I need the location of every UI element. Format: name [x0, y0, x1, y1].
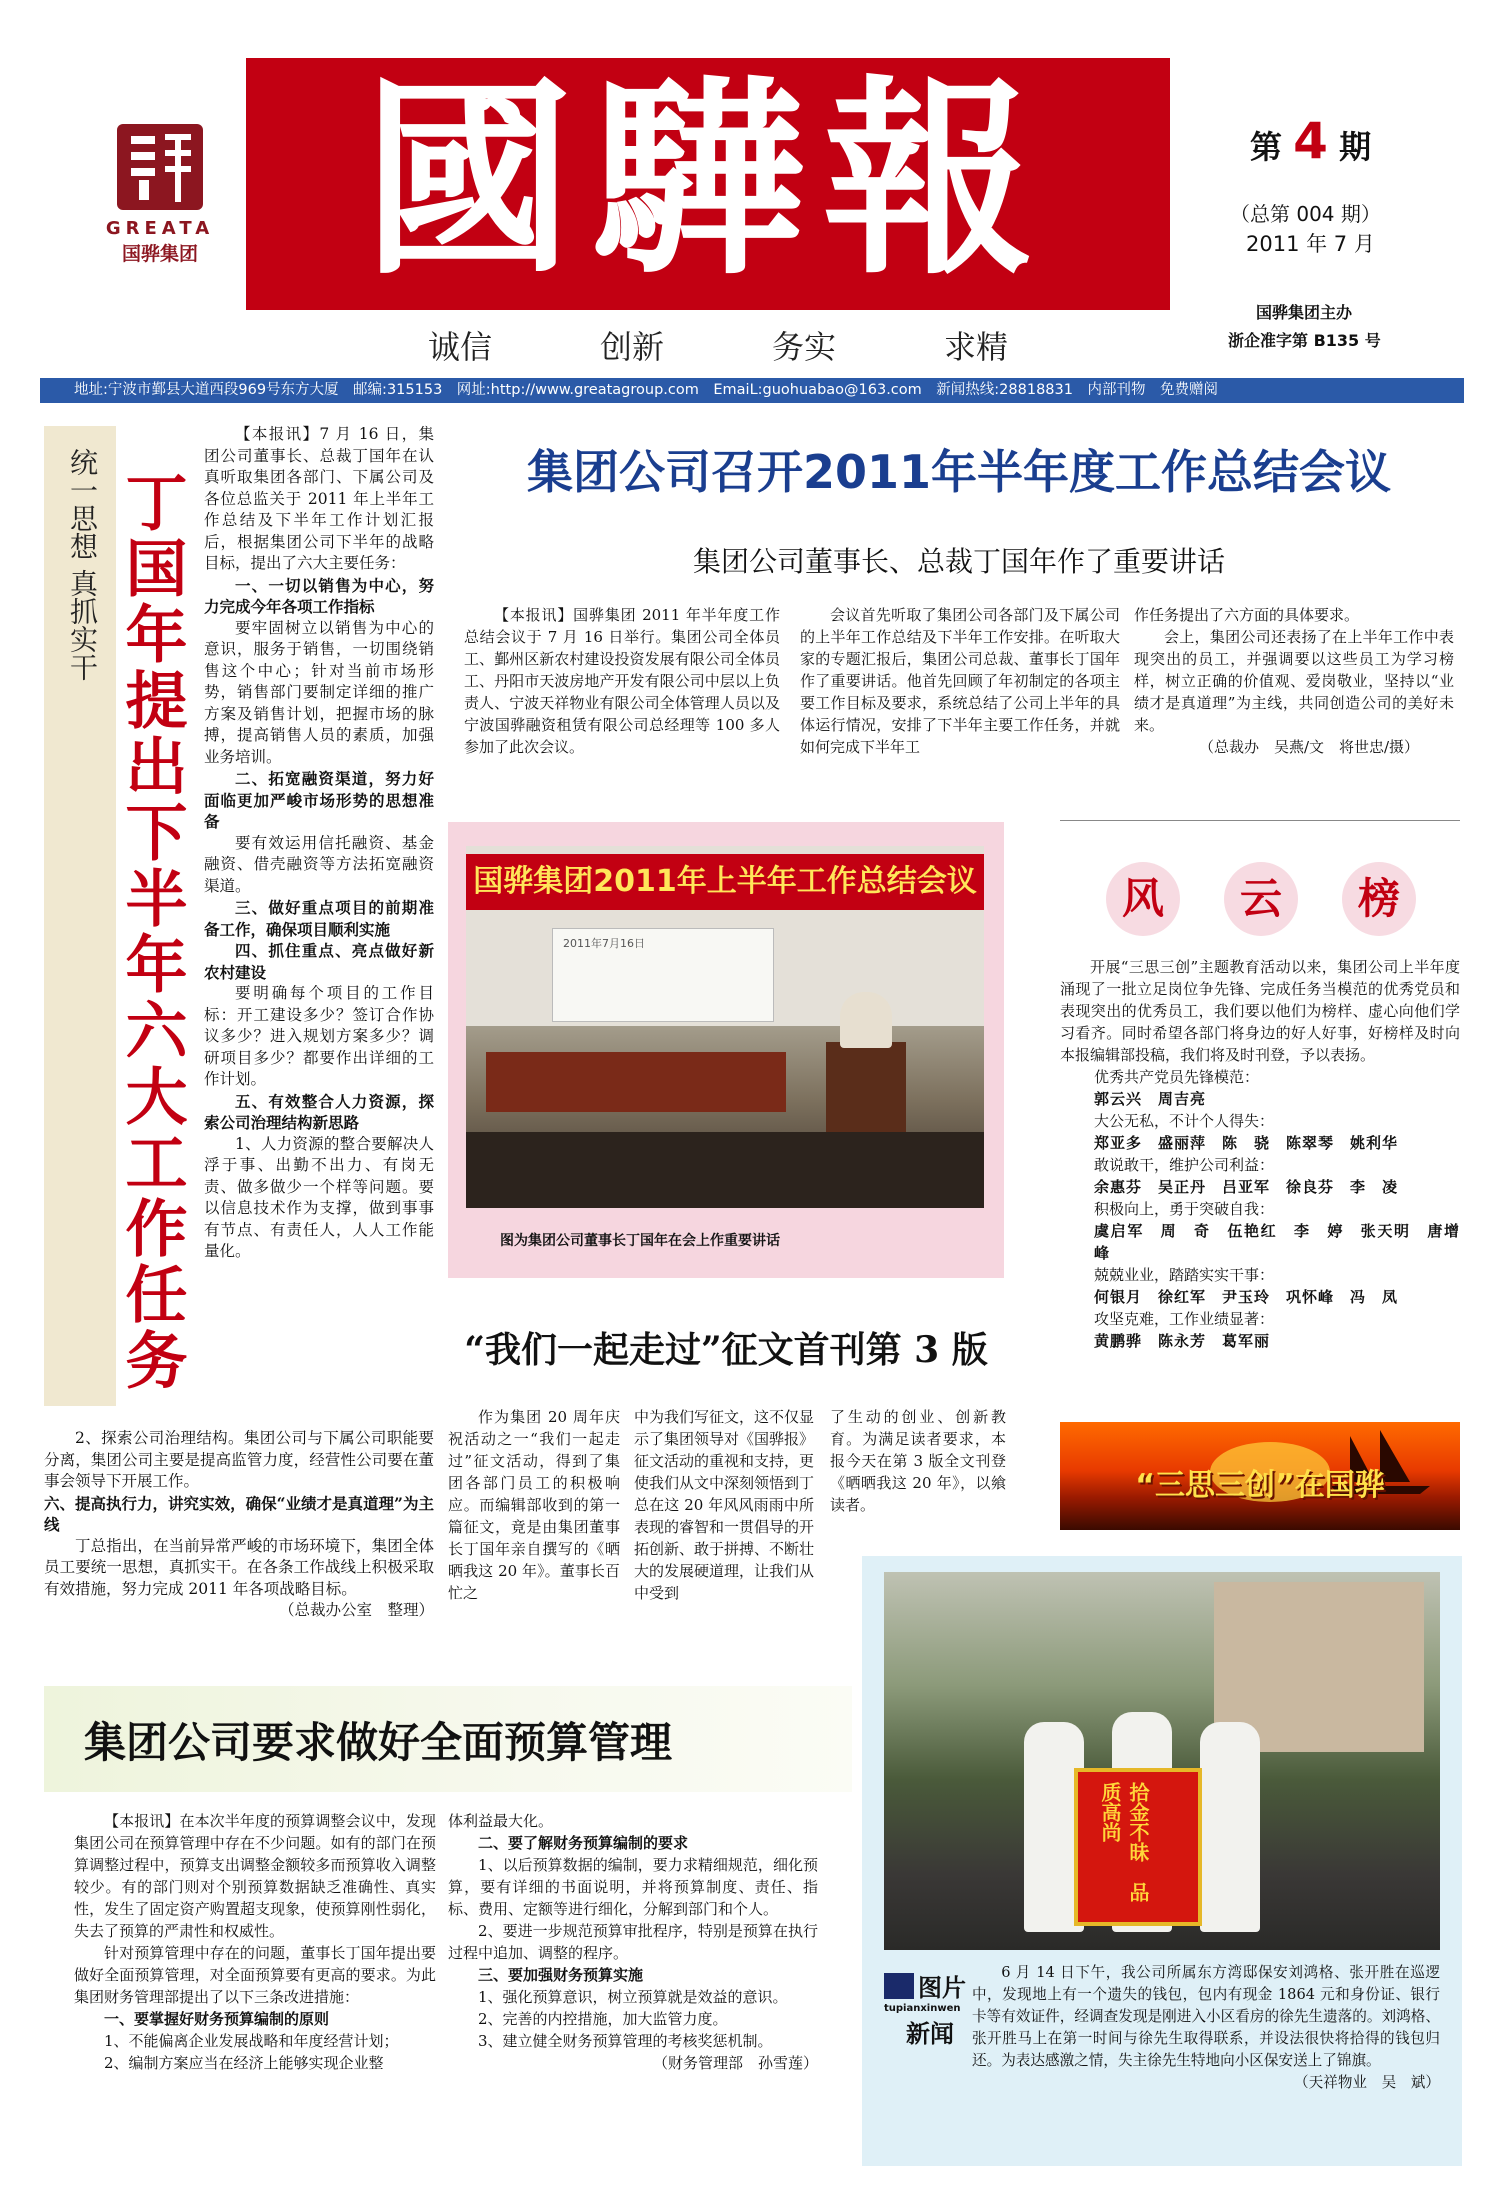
budget-c1s1: 一、要掌握好财务预算编制的原则 — [104, 2010, 330, 2028]
left-credit: （总裁办公室 整理） — [278, 1601, 434, 1619]
essay-c3: 了生动的创业、创新教育。为满足读者要求，本报今天在第 3 版全文刊登《晒晒我这 20 年》，以飨读者。 — [830, 1408, 1006, 1514]
left-story-bottom — [44, 1428, 434, 1622]
fengyun-char-3: 榜 — [1342, 862, 1416, 936]
budget-c1l1: 1、不能偏离企业发展战略和年度经营计划； — [104, 2032, 399, 2050]
logo-en: GREATA — [105, 218, 215, 239]
address-bar — [40, 378, 1464, 403]
fengyun-char-1: 风 — [1106, 862, 1180, 936]
photo-news-box — [862, 1556, 1462, 2166]
left-kicker: 统一思想 真抓实干 — [66, 448, 99, 681]
meeting-photo — [466, 846, 984, 1208]
budget-c2s2: 二、要了解财务预算编制的要求 — [478, 1834, 689, 1852]
budget-c2l5: 3、建立健全财务预算管理的考核奖惩机制。 — [478, 2032, 773, 2050]
essay-c1: 作为集团 20 周年庆祝活动之一“我们一起走过”征文活动，得到了集团各部门员工的积极响应。而编辑部收到的第一篇征文，竟是由集团董事长丁国年亲自撰写的《晒晒我这 20 年》。董事长百忙之 — [448, 1408, 620, 1602]
permit: 浙企准字第 B135 号 — [1228, 331, 1381, 350]
photo-news-square — [884, 1973, 914, 1999]
essay-col-1 — [448, 1406, 620, 1604]
essay-c2: 中为我们写征文，这不仅显示了集团领导对《国骅报》征文活动的重视和支持，更使我们从文中深刻领悟到丁总在这 20 年风风雨雨中所表现的睿智和一贯倡导的开拓创新、敢于拼搏、不断壮大的发展硬道理，让我们从中受到 — [634, 1408, 815, 1602]
fengyun-group-4: 积极向上，勇于突破自我： 虞启军 周 奇 伍艳红 李 婷 张天明 唐增峰 — [1094, 1200, 1460, 1262]
budget-c1p2: 针对预算管理中存在的问题，董事长丁国年提出要做好全面预算管理，对全面预算要有更高的要求。为此集团财务管理部提出了以下三条改进措施： — [74, 1944, 436, 2006]
issue-number — [1250, 112, 1371, 170]
slogan-4: 求精 — [943, 328, 1008, 366]
left-s5: 五、有效整合人力资源，探索公司治理结构新思路 — [204, 1091, 434, 1132]
fengyun-group-3: 敢说敢干，维护公司利益： 余惠芬 吴正丹 吕亚军 徐良芬 李 凌 — [1094, 1156, 1399, 1196]
issue-date: 2011 年 7 月 — [1246, 232, 1375, 256]
fengyun-intro: 开展“三思三创”主题教育活动以来，集团公司上半年度涌现了一批立足岗位争先锋、完成任务当模范的优秀党员和表现突出的优秀员工，我们要以他们为榜样、虚心向他们学习看齐。同时希望各部门将身边的好人好事，好榜样及时向本报编辑部投稿，我们将及时刊登，予以表扬。 — [1060, 958, 1460, 1064]
guard-3 — [1200, 1722, 1260, 1932]
issue-num: 4 — [1293, 112, 1328, 170]
fengyun-group-1: 优秀共产党员先锋模范： 郭云兴 周吉亮 — [1094, 1068, 1260, 1108]
fengyun-divider — [1060, 820, 1460, 821]
fengyun-groups — [1060, 1066, 1460, 1352]
main-c2: 会议首先听取了集团公司各部门及下属公司的上半年工作总结及下半年工作安排。在听取大家的专题汇报后，集团公司总裁、董事长丁国年作了重要讲话。他首先回顾了年初制定的各项主要工作目标及要求，系统总结了公司上半年的具体运行情况，安排了下半年主要工作任务，并就如何完成下半年工 — [800, 606, 1120, 756]
meeting-screen — [552, 928, 774, 1022]
budget-c2l2: 2、要进一步规范预算审批程序，特别是预算在执行过程中追加、调整的程序。 — [448, 1922, 818, 1962]
meeting-audience — [466, 1132, 984, 1208]
left-p5: 1、人力资源的整合要解决人浮于事、出勤不出力、有岗无责、做多做少一个样等问题。要以信息技术作为支撑，做到事事有节点、有责任人，人人工作能量化。 — [204, 1134, 434, 1260]
fengyun-group-6: 攻坚克难，工作业绩显著： 黄鹏骅 陈永芳 葛军丽 — [1094, 1310, 1275, 1350]
guards-photo — [884, 1572, 1440, 1950]
logo — [96, 124, 224, 272]
budget-c1l2: 2、编制方案应当在经济上能够实现企业整 — [104, 2054, 384, 2072]
slogan — [428, 322, 1008, 368]
main-headline: 集团公司召开2011年半年度工作总结会议 — [526, 445, 1392, 499]
main-col-2 — [800, 604, 1120, 758]
photo-news-text-block — [972, 1962, 1440, 2094]
left-s6: 六、提高执行力，讲究实效，确保“业绩才是真道理”为主线 — [44, 1493, 434, 1534]
main-subhead: 集团公司董事长、总裁丁国年作了重要讲话 — [692, 545, 1225, 578]
address-text: 地址:宁波市鄞县大道西段969号东方大厦 邮编:315153 网址:http://www.greatagroup.com EmaiL:guohuabao@163.com 新闻热线:28818831 内部刊物 免费赠阅 — [74, 382, 1218, 398]
left-p4: 要明确每个项目的工作目标：开工建设多少？签订合作协议多少？进入规划方案多少？调研项目多少？都要作出详细的工作计划。 — [204, 984, 434, 1088]
fengyun-title — [1106, 862, 1416, 936]
budget-credit: （财务管理部 孙雪莲） — [652, 2054, 818, 2072]
slogan-2: 创新 — [599, 328, 664, 366]
budget-col-2 — [448, 1810, 818, 2074]
budget-col-1 — [74, 1810, 436, 2074]
main-col-1 — [464, 604, 780, 758]
budget-c1p1: 【本报讯】在本次半年度的预算调整会议中，发现集团公司在预算管理中存在不少问题。如有的部门在预算调整过程中，预算支出调整金额较多而预算收入调整较少。有的部门则对个别预算数据缺乏准确性、真实性，发生了固定资产购置超支现象，使预算刚性弱化，失去了预算的严肃性和权威性。 — [74, 1812, 436, 1940]
left-p7: 丁总指出，在当前异常严峻的市场环境下，集团全体员工要统一思想，真抓实干。在各条工作战线上积极采取有效措施，努力完成 2011 年各项战略目标。 — [44, 1536, 434, 1598]
meeting-banner: 国骅集团2011年上半年工作总结会议 — [466, 854, 984, 910]
left-p3: 要有效运用信托融资、基金融资、借壳融资等方法拓宽融资渠道。 — [204, 833, 434, 895]
budget-headline-box — [44, 1686, 852, 1792]
budget-headline: 集团公司要求做好全面预算管理 — [84, 1718, 673, 1767]
slogan-3: 务实 — [771, 328, 836, 366]
sansi-banner — [1060, 1422, 1460, 1530]
meeting-podium — [826, 1042, 906, 1132]
main-photo-frame — [448, 822, 1004, 1278]
budget-c2l1: 1、以后预算数据的编制，要力求精细规范，细化预算，要有详细的书面说明，并将预算制度、责任、指标、费用、定额等进行细化，分解到部门和个人。 — [448, 1856, 818, 1918]
silk-banner-text: 拾金不昧 品质高尚 — [1098, 1782, 1150, 1902]
budget-c2p1: 体利益最大化。 — [448, 1812, 554, 1830]
masthead-title-box — [246, 58, 1170, 310]
photo-news-label2: 新闻 — [906, 2020, 954, 2048]
meeting-speaker — [840, 992, 892, 1048]
fengyun-char-2: 云 — [1224, 862, 1298, 936]
fengyun-group-5: 兢兢业业，踏踏实实干事： 何银月 徐红军 尹玉玲 巩怀峰 冯 凤 — [1094, 1266, 1399, 1306]
photo-news-label — [884, 1968, 976, 2049]
left-s2: 二、拓宽融资渠道，努力好面临更加严峻市场形势的思想准备 — [204, 769, 434, 831]
photo-news-pinyin: tupianxinwen — [884, 2003, 961, 2014]
essay-col-3 — [830, 1406, 1006, 1516]
budget-c2l4: 2、完善的内控措施，加大监管力度。 — [478, 2010, 728, 2028]
photo-news-label-row1 — [884, 1968, 976, 2003]
left-headline: 丁国年提出下半年六大工作任务 — [115, 470, 188, 1394]
left-story-column — [204, 424, 434, 1263]
sansi-banner-text: “三思三创”在国骅 — [1135, 1468, 1385, 1503]
budget-c2s3: 三、要加强财务预算实施 — [478, 1966, 644, 1984]
left-p2: 要牢固树立以销售为中心的意识，服务于销售，一切围绕销售这个中心；针对当前市场形势，销售部门要制定详细的推广方案及销售计划，把握市场的脉搏，提高销售人员的素质，加强业务培训。 — [204, 618, 434, 766]
photo-news-label1: 图片 — [918, 1974, 966, 2002]
left-s4: 四、抓住重点、亮点做好新农村建设 — [204, 941, 434, 982]
left-p6: 2、探索公司治理结构。集团公司与下属公司职能要分离，集团公司主要是提高监管力度，经营性公司要在董事会领导下开展工作。 — [44, 1429, 434, 1490]
main-col-3 — [1134, 604, 1454, 758]
meeting-screen-date: 2011年7月16日 — [563, 937, 645, 950]
total-issue: （总第 004 期） — [1230, 202, 1381, 226]
photo-news-text: 6 月 14 日下午，我公司所属东方湾邸保安刘鸿格、张开胜在巡逻中，发现地上有一个遗失的钱包，包内有现金 1864 元和身份证、银行卡等有效证件，经调查发现是刚进入小区看房的徐先生遗落的。刘鸿格、张开胜马上在第一时间与徐先生取得联系，并设法很快将拾得的钱包归还。为表达感激之情，失主徐先生特地向小区保安送上了锦旗。 — [972, 1964, 1440, 2069]
budget-c2l3: 1、强化预算意识，树立预算就是效益的意识。 — [478, 1988, 788, 2006]
sponsor: 国骅集团主办 — [1256, 303, 1353, 322]
fengyun-group-2: 大公无私，不计个人得失： 郑亚多 盛丽萍 陈 骁 陈翠琴 姚利华 — [1094, 1112, 1399, 1152]
silk-banner — [1074, 1768, 1202, 1926]
left-s3: 三、做好重点项目的前期准备工作，确保项目顺利实施 — [204, 898, 434, 939]
left-s1: 一、一切以销售为中心，努力完成今年各项工作指标 — [204, 575, 434, 616]
main-c1: 【本报讯】国骅集团 2011 年半年度工作总结会议于 7 月 16 日举行。集团公司全体员工、鄞州区新农村建设投资发展有限公司全体员工、丹阳市天波房地产开发有限公司中层以上负责人、宁波天祥物业有限公司全体管理人员以及宁波国骅融资租赁有限公司总经理等 100 多人参加了此次会议。 — [464, 606, 780, 756]
logo-cn: 国骅集团 — [121, 243, 198, 265]
fengyun-body — [1060, 956, 1460, 1352]
slogan-1: 诚信 — [428, 328, 493, 366]
issue-suffix: 期 — [1339, 128, 1372, 166]
main-c3b: 会上，集团公司还表扬了在上半年工作中表现突出的员工，并强调要以这些员工为学习榜样，树立正确的价值观、爱岗敬业，坚持以“业绩才是真道理”为主线，共同创造公司的美好未来。 — [1134, 628, 1454, 734]
main-photo-caption: 图为集团公司董事长丁国年在会上作重要讲话 — [500, 1233, 780, 1249]
essay-headline: “我们一起走过”征文首刊第 3 版 — [464, 1329, 988, 1371]
issue-prefix: 第 — [1250, 128, 1283, 166]
logo-mark — [117, 124, 203, 210]
main-credit: （总裁办 吴燕/文 将世忠/摄） — [1198, 738, 1420, 756]
essay-col-2 — [634, 1406, 814, 1604]
left-p1: 【本报讯】7 月 16 日，集团公司董事长、总裁丁国年在认真听取集团各部门、下属公司及各位总监关于 2011 年上半年工作总结及下半年工作计划汇报后，根据集团公司下半年的战略目标，提出了六大主要任务： — [204, 425, 434, 572]
photo-news-credit: （天祥物业 吴 斌） — [1294, 2074, 1440, 2091]
masthead-title: 國驊報 — [362, 58, 1053, 303]
main-c3a: 作任务提出了六方面的具体要求。 — [1134, 606, 1360, 624]
meeting-tables — [486, 1052, 786, 1112]
